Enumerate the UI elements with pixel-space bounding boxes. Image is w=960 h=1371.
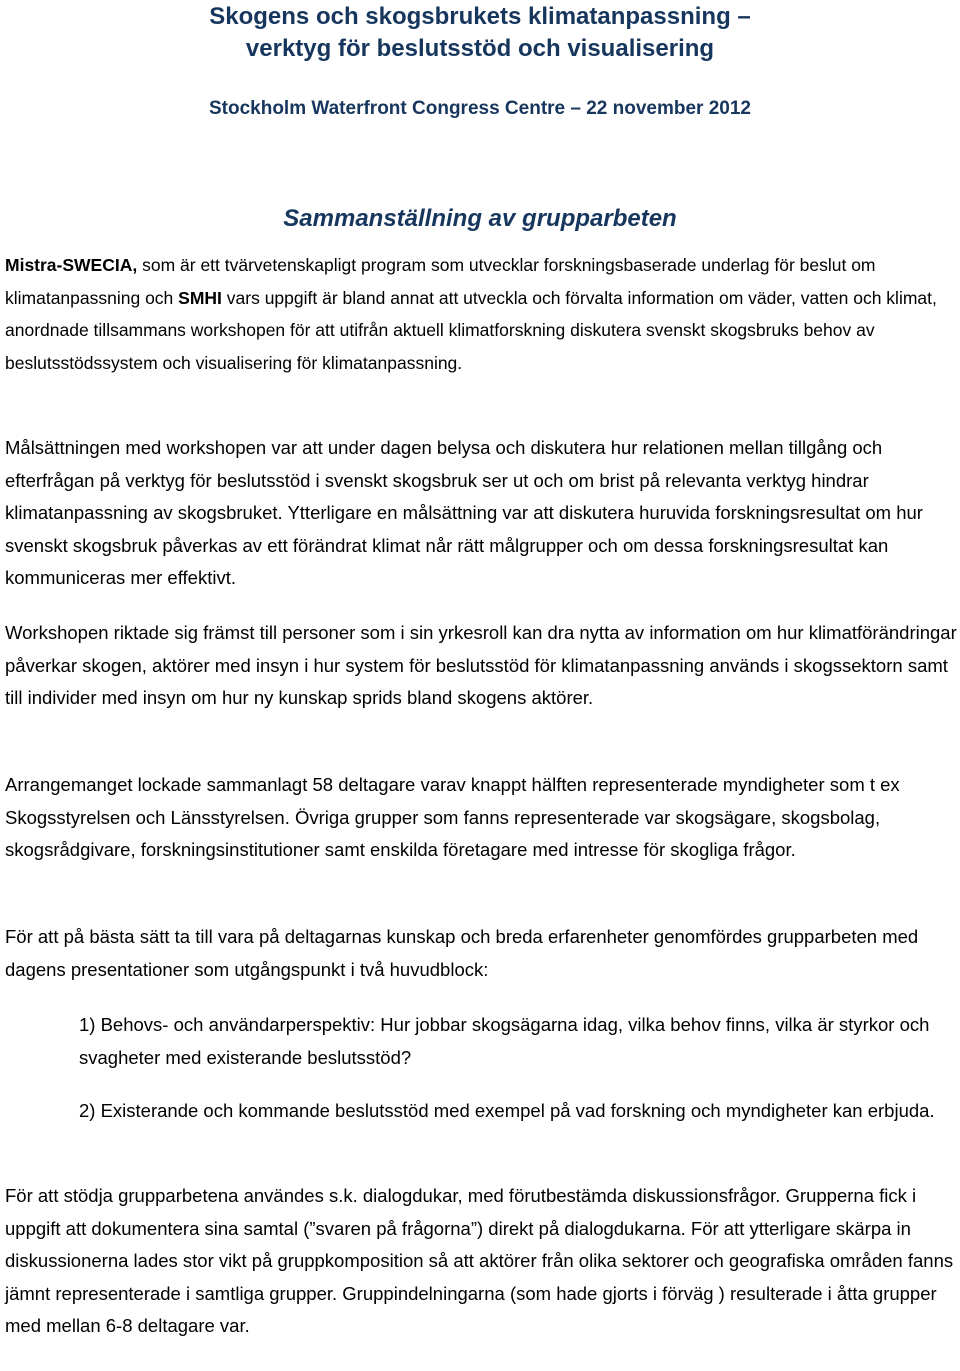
attendance-paragraph: Arrangemanget lockade sammanlagt 58 deltagare varav knappt hälften representerade myndigheter som t ex Skogsstyrelsen och Länsstyrelsen. Övriga grupper som fanns representerade var skogsägare, skogsbolag, skogsrådgivare, forskningsinstitutioner samt enskilda företagare med intresse för skogliga frågor. bbox=[5, 774, 900, 861]
goal-paragraph: Målsättningen med workshopen var att under dagen belysa och diskutera hur relationen mellan tillgång och efterfrågan på verktyg för beslutsstöd i svenskt skogsbruk ser ut och om brist på relevanta verktyg hindrar klimatanpassning av skogsbruket. Ytterligare en målsättning var att diskutera huruvida forskningsresultat om hur svenskt skogsbruk påverkas av ett förändrat klimat når rätt målgrupper och om dessa forskningsresultat kan kommuniceras mer effektivt. bbox=[5, 437, 923, 589]
intro-text-part-2: vars uppgift är bland annat att utveckla och förvalta information om väder, vatten och klimat, anordnade tillsammans workshopen för att utifrån aktuell klimatforskning diskutera svenskt skogsbruks behov av beslutsstödssystem och visualisering för klimatanpassning. bbox=[5, 287, 937, 373]
org-name-smhi: SMHI bbox=[178, 287, 222, 308]
document-title-line-2: verktyg för beslutsstöd och visualisering bbox=[245, 35, 715, 62]
intro-paragraph bbox=[5, 249, 957, 379]
document-subtitle: Sammanställning av grupparbeten bbox=[283, 204, 677, 232]
list-item-block-2: 2) Existerande och kommande beslutsstöd med exempel på vad forskning och myndigheter kan erbjuda. bbox=[79, 1100, 935, 1121]
list-item-block-1: 1) Behovs- och användarperspektiv: Hur jobbar skogsägarna idag, vilka behov finns, vilka är styrkor och svagheter med existerande beslutsstöd? bbox=[79, 1014, 930, 1068]
document-title-line-1: Skogens och skogsbrukets klimatanpassning – bbox=[209, 3, 751, 30]
audience-paragraph: Workshopen riktade sig främst till personer som i sin yrkesroll kan dra nytta av information om hur klimatförändringar påverkar skogen, aktörer med insyn i hur system för beslutsstöd för klimatanpassning används i skogssektorn samt till individer med insyn om hur ny kunskap sprids bland skogens aktörer. bbox=[5, 622, 957, 709]
intro-text-part-1: som är ett tvärvetenskapligt program som utvecklar forskningsbaserade underlag för beslut om klimatanpassning och bbox=[5, 255, 876, 308]
event-venue-date: Stockholm Waterfront Congress Centre – 22 november 2012 bbox=[208, 98, 751, 119]
org-name-mistra-swecia: Mistra-SWECIA, bbox=[5, 255, 138, 275]
support-paragraph: För att stödja grupparbetena användes s.k. dialogdukar, med förutbestämda diskussionsfrågor. Grupperna fick i uppgift att dokumentera sina samtal (”svaren på frågorna”) direkt på dialogdukarna. För att ytterligare skärpa in diskussionerna lades stor vikt på gruppkomposition så att aktörer från olika sektorer och geografiska områden fanns jämnt representerade i samtliga grupper. Gruppindelningarna (som hade gjorts i förväg ) resulterade i åtta grupper med mellan 6-8 deltagare var. bbox=[5, 1185, 954, 1337]
method-paragraph: För att på bästa sätt ta till vara på deltagarnas kunskap och breda erfarenheter genomfördes grupparbeten med dagens presentationer som utgångspunkt i två huvudblock: bbox=[5, 926, 919, 980]
